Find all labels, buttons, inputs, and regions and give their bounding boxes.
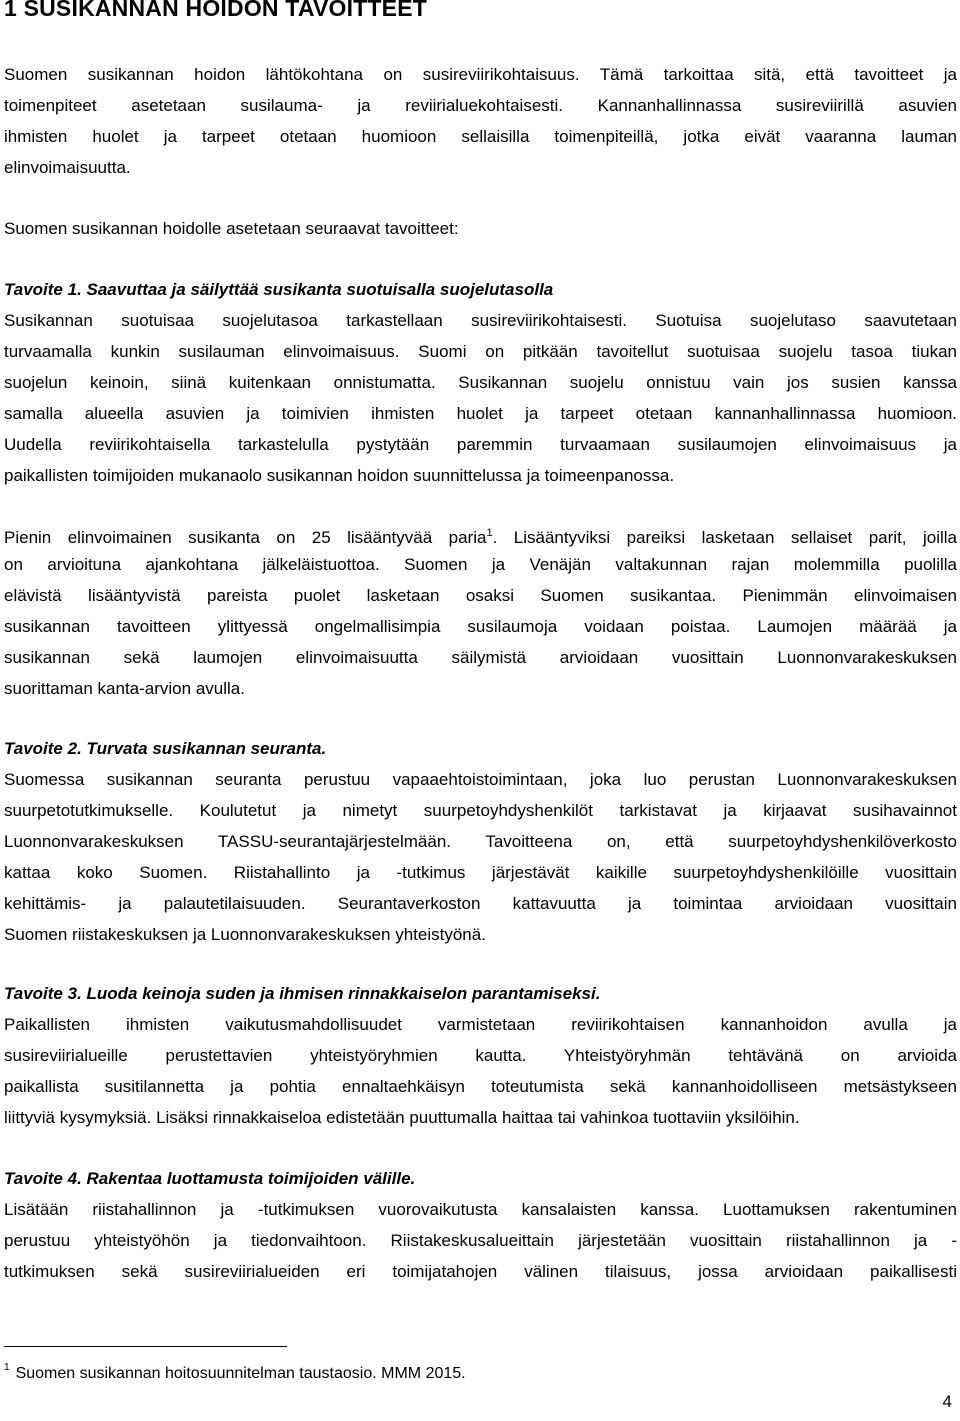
goal-3-paragraph [4, 1009, 957, 1133]
text-line: tutkimuksen sekä susireviirialueiden eri toimijatahojen välinen tilaisuus, jossa arvioidaan paikallisesti [4, 1262, 957, 1281]
text-line: Lisätään riistahallinnon ja -tutkimuksen vuorovaikutusta kansalaisten kanssa. Luottamuksen rakentuminen [4, 1200, 957, 1219]
text-line: suurpetotutkimukselle. Koulutetut ja nimetyt suurpetoyhdyshenkilöt tarkistavat ja kirjaavat susihavainnot [4, 801, 957, 820]
text-line: paikallisten toimijoiden mukanaolo susikannan hoidon suunnittelussa ja toimeenpanossa. [4, 466, 675, 485]
goal-3-heading: Tavoite 3. Luoda keinoja suden ja ihmisen rinnakkaiselon parantamiseksi. [4, 984, 601, 1003]
footnote-ref: 1 [486, 527, 493, 539]
text-line: ihmisten huolet ja tarpeet otetaan huomioon sellaisilla toimenpiteillä, jotka eivät vaaranna lauman [4, 127, 957, 146]
goal-2-paragraph [4, 764, 957, 950]
text-line: susikannan sekä laumojen elinvoimaisuutta säilymistä arvioidaan vuosittain Luonnonvarakeskuksen [4, 648, 957, 667]
text-line: turvaamalla kunkin susilauman elinvoimaisuus. Suomi on pitkään tavoitellut suotuisaa suojelu tasoa tiukan [4, 342, 957, 361]
goal-1-heading: Tavoite 1. Saavuttaa ja säilyttää susikanta suotuisalla suojelutasolla [4, 280, 554, 299]
text-line: samalla alueella asuvien ja toimivien ihmisten huolet ja tarpeet otetaan kannanhallinnassa huomioon. [4, 404, 957, 423]
text-line: elävistä lisääntyvistä pareista puolet lasketaan osaksi Suomen susikantaa. Pienimmän elinvoimaisen [4, 586, 957, 605]
lead-paragraph [4, 213, 957, 244]
text-line: Luonnonvarakeskuksen TASSU-seurantajärjestelmään. Tavoitteena on, että suurpetoyhdyshenkilöverkosto [4, 832, 957, 851]
text-line: liittyviä kysymyksiä. Lisäksi rinnakkaiseloa edistetään puuttumalla haittaa tai vahinkoa tuottaviin yksilöihin. [4, 1108, 800, 1127]
text-line: elinvoimaisuutta. [4, 158, 131, 177]
footnote-marker: 1 [4, 1362, 10, 1373]
text-line: suorittaman kanta-arvion avulla. [4, 679, 245, 698]
text-line: toimenpiteet asetetaan susilauma- ja reviirialuekohtaisesti. Kannanhallinnassa susireviirillä asuvien [4, 96, 957, 115]
text-line: Suomen riistakeskuksen ja Luonnonvarakeskuksen yhteistyönä. [4, 925, 486, 944]
text-line: Paikallisten ihmisten vaikutusmahdollisuudet varmistetaan reviirikohtaisen kannanhoidon avulla ja [4, 1015, 957, 1034]
text-line: susireviirialueille perustettavien yhteistyöryhmien kautta. Yhteistyöryhmän tehtävänä on arvioida [4, 1046, 957, 1065]
footnote-text: Suomen susikannan hoitosuunnitelman taustaosio. MMM 2015. [15, 1365, 466, 1382]
lead-text: Suomen susikannan hoidolle asetetaan seuraavat tavoitteet: [4, 219, 459, 238]
text-line: Suomessa susikannan seuranta perustuu vapaaehtoistoimintaan, joka luo perustan Luonnonvarakeskuksen [4, 770, 957, 789]
goal-1-paragraph-2 [4, 518, 957, 704]
text-line: Uudella reviirikohtaisella tarkastelulla pystytään paremmin turvaamaan susilaumojen elinvoimaisuus ja [4, 435, 957, 454]
text-line: suojelun keinoin, siinä kuitenkaan onnistumatta. Susikannan suojelu onnistuu vain jos susien kanssa [4, 373, 957, 392]
text-line: susikannan tavoitteen ylittyessä ongelmallisimpia susilaumoja voidaan poistaa. Laumojen määrää ja [4, 617, 957, 636]
goal-2-heading: Tavoite 2. Turvata susikannan seuranta. [4, 739, 327, 758]
goal-4-heading: Tavoite 4. Rakentaa luottamusta toimijoiden välille. [4, 1169, 416, 1188]
text-line: paikallista susitilannetta ja pohtia ennaltaehkäisyn toteutumista sekä kannanhoidolliseen metsästykseen [4, 1077, 957, 1096]
text-line: perustuu yhteistyöhön ja tiedonvaihtoon. Riistakeskusalueittain järjestetään vuosittain riistahallinnon ja - [4, 1231, 957, 1250]
text-line: Susikannan suotuisaa suojelutasoa tarkastellaan susireviirikohtaisesti. Suotuisa suojelutaso saavutetaan [4, 311, 957, 330]
page-number: 4 [942, 1392, 952, 1411]
text-segment: Pienin elinvoimainen susikanta on 25 lisääntyvää paria [4, 528, 487, 547]
goal-1-paragraph [4, 305, 957, 491]
text-line: Suomen susikannan hoidon lähtökohtana on susireviirikohtaisuus. Tämä tarkoittaa sitä, että tavoitteet ja [4, 65, 957, 84]
text-segment: . Lisääntyviksi pareiksi lasketaan sellaiset parit, joilla [492, 528, 957, 547]
text-line: kehittämis- ja palautetilaisuuden. Seurantaverkoston kattavuutta ja toimintaa arvioidaan vuosittain [4, 894, 957, 913]
goal-4-paragraph [4, 1194, 957, 1287]
intro-paragraph [4, 59, 957, 183]
footnote-divider [4, 1346, 287, 1347]
section-title: 1 SUSIKANNAN HOIDON TAVOITTEET [4, 0, 427, 21]
text-line [4, 518, 957, 549]
text-line: on arvioituna ajankohtana jälkeläistuottoa. Suomen ja Venäjän valtakunnan rajan molemmilla puolilla [4, 555, 957, 574]
text-line: kattaa koko Suomen. Riistahallinto ja -tutkimus järjestävät kaikille suurpetoyhdyshenkilöille vuosittain [4, 863, 957, 882]
footnote [4, 1356, 466, 1386]
